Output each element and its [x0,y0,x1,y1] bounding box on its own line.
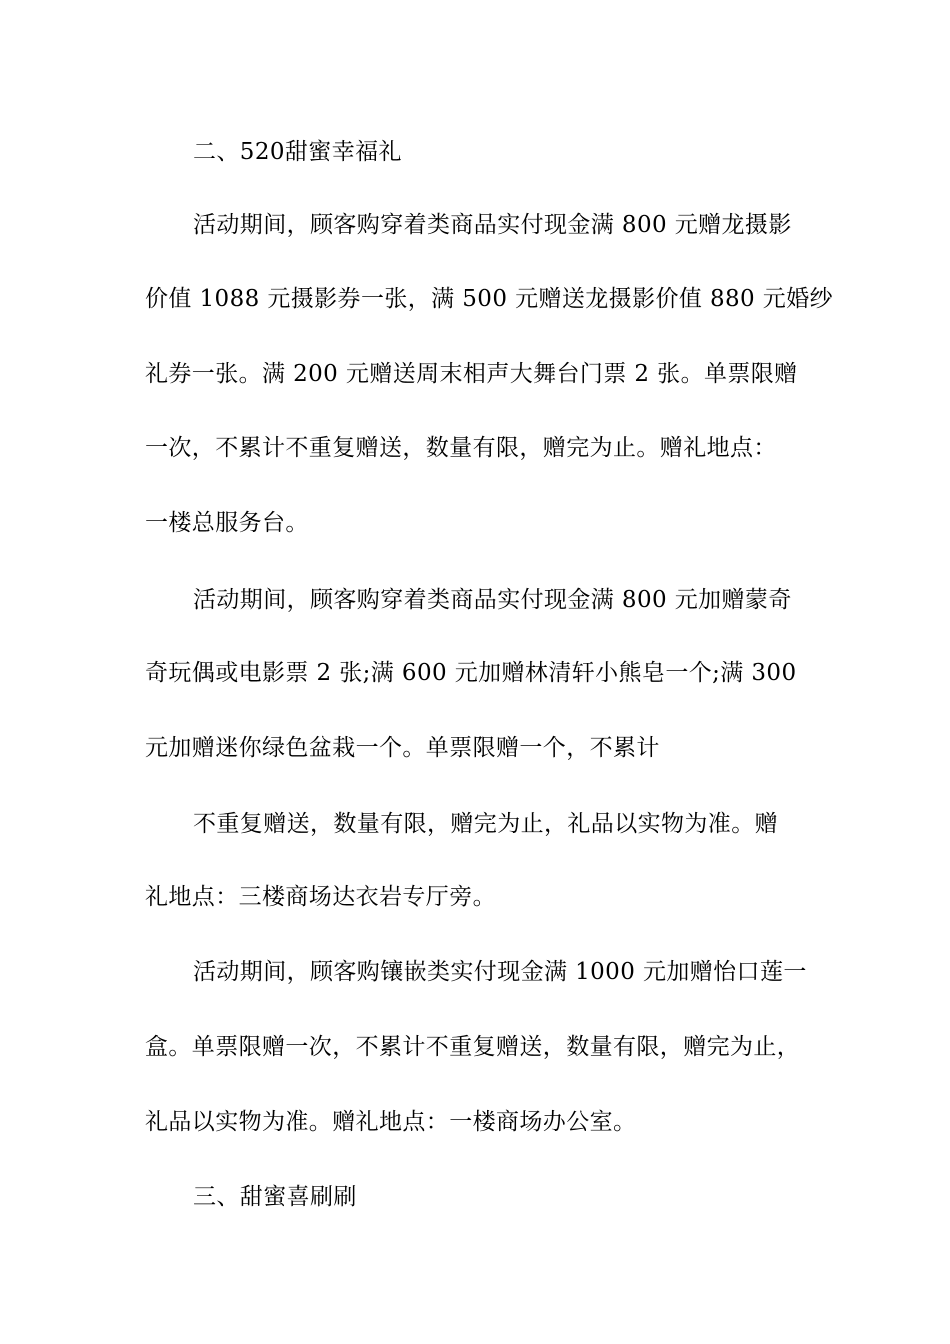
paragraph-line: 价值 1088 元摄影券一张，满 500 元赠送龙摄影价值 880 元婚纱 [145,286,833,312]
paragraph-line: 礼券一张。满 200 元赠送周末相声大舞台门票 2 张。单票限赠 [145,361,798,387]
paragraph-line: 奇玩偶或电影票 2 张;满 600 元加赠林清轩小熊皂一个;满 300 [145,660,797,686]
section-heading: 三、甜蜜喜刷刷 [193,1184,357,1210]
paragraph-line: 一楼总服务台。 [145,510,309,536]
paragraph-line: 活动期间，顾客购穿着类商品实付现金满 800 元赠龙摄影 [193,212,792,238]
paragraph-line: 礼地点：三楼商场达衣岩专厅旁。 [145,884,496,910]
section-heading: 二、520甜蜜幸福礼 [193,139,402,165]
paragraph-line: 活动期间，顾客购穿着类商品实付现金满 800 元加赠蒙奇 [193,587,792,613]
paragraph-line: 元加赠迷你绿色盆栽一个。单票限赠一个，不累计 [145,735,660,761]
paragraph-line: 礼品以实物为准。赠礼地点：一楼商场办公室。 [145,1109,637,1135]
paragraph-line: 活动期间，顾客购镶嵌类实付现金满 1000 元加赠怡口莲一 [193,959,807,985]
paragraph-line: 一次，不累计不重复赠送，数量有限，赠完为止。赠礼地点： [145,435,777,461]
paragraph-line: 不重复赠送，数量有限，赠完为止，礼品以实物为准。赠 [193,811,778,837]
paragraph-line: 盒。单票限赠一次，不累计不重复赠送，数量有限，赠完为止， [145,1034,801,1060]
